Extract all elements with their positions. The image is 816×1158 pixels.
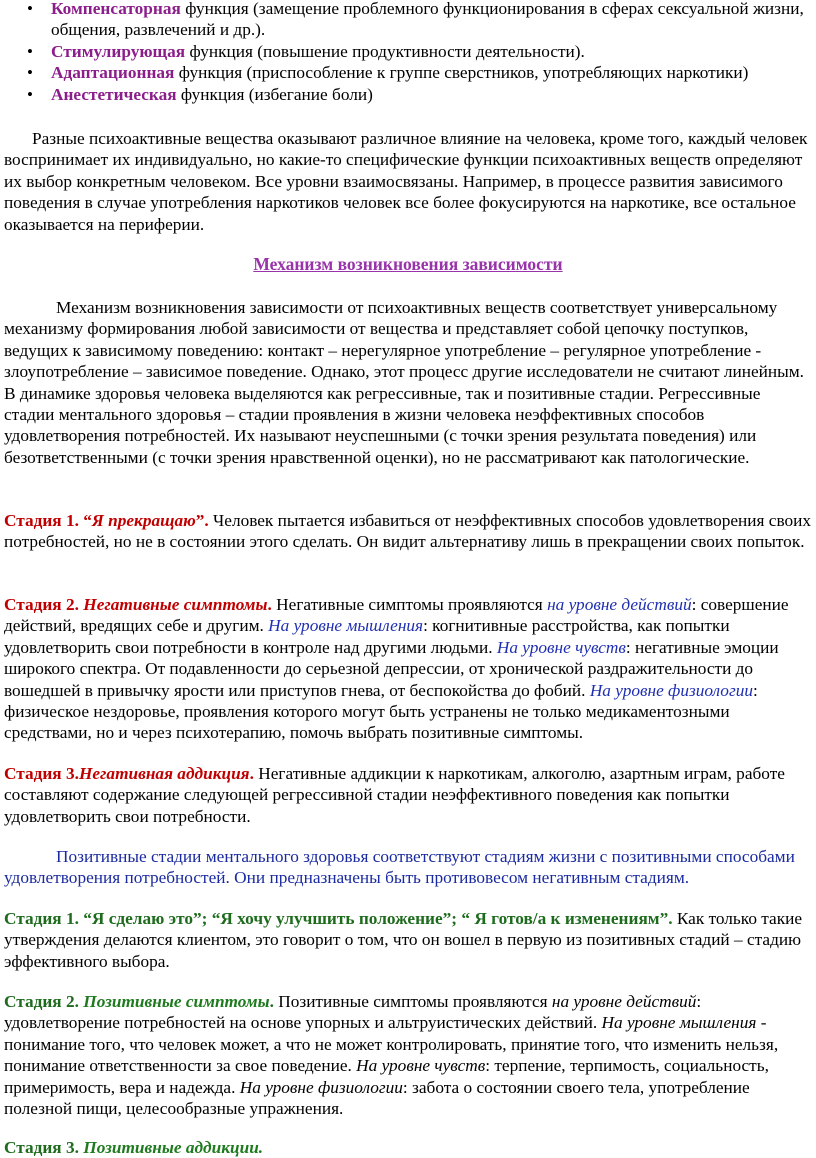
list-item — [0, 62, 812, 83]
negative-stage-2 — [4, 594, 812, 744]
stage-text: : совершение действий, вредящих себе и другим. — [4, 595, 789, 636]
stage-text: : негативные эмоции широкого спектра. От подавленности до серьезной депрессии, от хронической раздражительности до вошедшей в привычку ярости или приступов гнева, от беспокойства до фобий. — [4, 637, 779, 700]
level-physiology: На уровне физиологии — [239, 1077, 403, 1097]
functions-list — [0, 0, 812, 105]
stage-title-dot: . — [668, 909, 673, 928]
stage-text: Позитивные симптомы проявляются — [273, 992, 552, 1011]
level-physiology: На уровне физиологии — [589, 680, 753, 700]
stage-label: Стадия 1. — [4, 909, 79, 928]
negative-stage-3 — [4, 763, 812, 827]
stage-text: : когнитивные расстройства, как попытки удовлетворить свои потребности в контроле над другими людьми. — [4, 616, 730, 657]
stage-label: Стадия 3. — [4, 764, 79, 783]
stage-title: Позитивные аддикции. — [83, 1138, 264, 1157]
stage-label: Стадия 2. — [4, 992, 79, 1011]
stage-title: Позитивные симптомы — [83, 992, 270, 1011]
positive-intro: Позитивные стадии ментального здоровья соответствуют стадиям жизни с позитивными способами удовлетворения потребностей. Они предназначены быть противовесом негативным стадиям. — [4, 847, 795, 888]
stage-text: Как только такие утверждения делаются клиентом, это говорит о том, что он вошел в первую из позитивных стадий – стадию эффективного выбора. — [4, 909, 803, 971]
function-desc: функция (избегание боли) — [176, 84, 373, 104]
stage-title: Я прекращаю — [91, 511, 196, 530]
positive-stage-2 — [4, 991, 812, 1119]
stage-text: Негативные симптомы проявляются — [271, 595, 548, 614]
stage-text: : физическое нездоровье, проявления которого могут быть устранены не только медикаментозными средствами, но и через психотерапию, помочь выбрать позитивные симптомы. — [4, 680, 758, 743]
level-thinking: На уровне мышления — [268, 616, 424, 636]
stage-label: Стадия 2. — [4, 595, 79, 614]
function-desc: функция (приспособление к группе сверстников, употребляющих наркотики) — [174, 63, 749, 83]
level-feelings: На уровне чувств — [496, 637, 626, 657]
stage-label: Стадия 3. — [4, 1138, 79, 1157]
stage-title: Негативная аддикция — [78, 764, 250, 783]
stage-text: Человек пытается избавиться от неэффективных способов удовлетворения своих потребностей, но не в состоянии этого сделать. Он видит альтернативу лишь в прекращении своих попыток. — [4, 511, 812, 552]
stage-text: : забота о состоянии своего тела, употребление полезной пищи, целесообразные упражнения. — [4, 1077, 750, 1119]
function-desc: функция (замещение проблемного функционирования в сферах сексуальной жизни, общения, развлечений и др.). — [51, 0, 804, 40]
stage-title-dot: . — [269, 992, 274, 1011]
stage-text: : терпение, терпимость, социальность, примеримость, вера и надежда. — [4, 1056, 769, 1097]
level-thinking: На уровне мышления — [601, 1013, 757, 1033]
intro-paragraph: Разные психоактивные вещества оказывают различное влияние на человека, кроме того, каждый человек воспринимает их индивидуально, но какие-то специфические функции психоактивных веществ определяют их выбор конкретным человеком. Все уровни взаимосвязаны. Например, в процессе развития зависимого поведения в случае употребления наркотиков человек все более фокусируются на наркотике, все остальное оказывается на периферии. — [4, 129, 808, 234]
stage-title-dot: . — [249, 764, 254, 783]
level-actions: на уровне действий — [551, 992, 697, 1011]
stage-text: Негативные аддикции к наркотикам, алкоголю, азартным играм, работе составляют содержание следующей регрессивной стадии неэффективного поведения как попытки удовлетворить свои потребности. — [4, 764, 785, 826]
negative-stage-1 — [4, 510, 812, 553]
function-name: Адаптационная — [51, 63, 175, 83]
stage-label: Стадия 1. — [4, 511, 79, 530]
stage-title: “Я сделаю это”; “Я хочу улучшить положение”; “ Я готов/а к изменениям” — [78, 909, 669, 928]
stage-text: - понимание того, что человек может, а что не может контролировать, принятие того, что изменить нельзя, понимание ответственности за свое поведение. — [4, 1013, 779, 1076]
function-name: Стимулирующая — [51, 41, 186, 61]
level-feelings: На уровне чувств — [356, 1056, 486, 1076]
list-item — [0, 41, 812, 62]
function-name: Компенсаторная — [51, 0, 181, 18]
quote-close: ”. — [195, 511, 209, 530]
stage-title-dot: . — [267, 595, 272, 614]
positive-stage-3 — [4, 1137, 812, 1158]
section-heading: Механизм возникновения зависимости — [253, 254, 563, 274]
list-item — [0, 84, 812, 105]
stage-text: : удовлетворение потребностей на основе упорных и альтруистических действий. — [4, 992, 702, 1033]
level-actions: на уровне действий — [547, 595, 692, 614]
mechanism-paragraph: Механизм возникновения зависимости от психоактивных веществ соответствует универсальному механизму формирования любой зависимости от вещества и представляет собой цепочку поступков, ведущих к зависимому поведению: контакт – нерегулярное употребление – регулярное употребление - злоупотребление – зависимое поведение. Однако, этот процесс другие исследователи не считают линейным. В динамике здоровья человека выделяются как регрессивные, так и позитивные стадии. Регрессивные стадии ментального здоровья – стадии проявления в жизни человека неэффективных способов удовлетворения потребностей. Их называют неуспешными (с точки зрения результата поведения) или безответственными (с точки зрения нравственной оценки), но не рассматривают как патологические. — [4, 298, 804, 467]
function-name: Анестетическая — [51, 84, 177, 104]
function-desc: функция (повышение продуктивности деятельности). — [185, 41, 585, 61]
positive-stage-1 — [4, 908, 812, 972]
list-item — [0, 0, 812, 41]
quote-open: “ — [78, 511, 92, 530]
stage-title: Негативные симптомы — [83, 595, 268, 614]
